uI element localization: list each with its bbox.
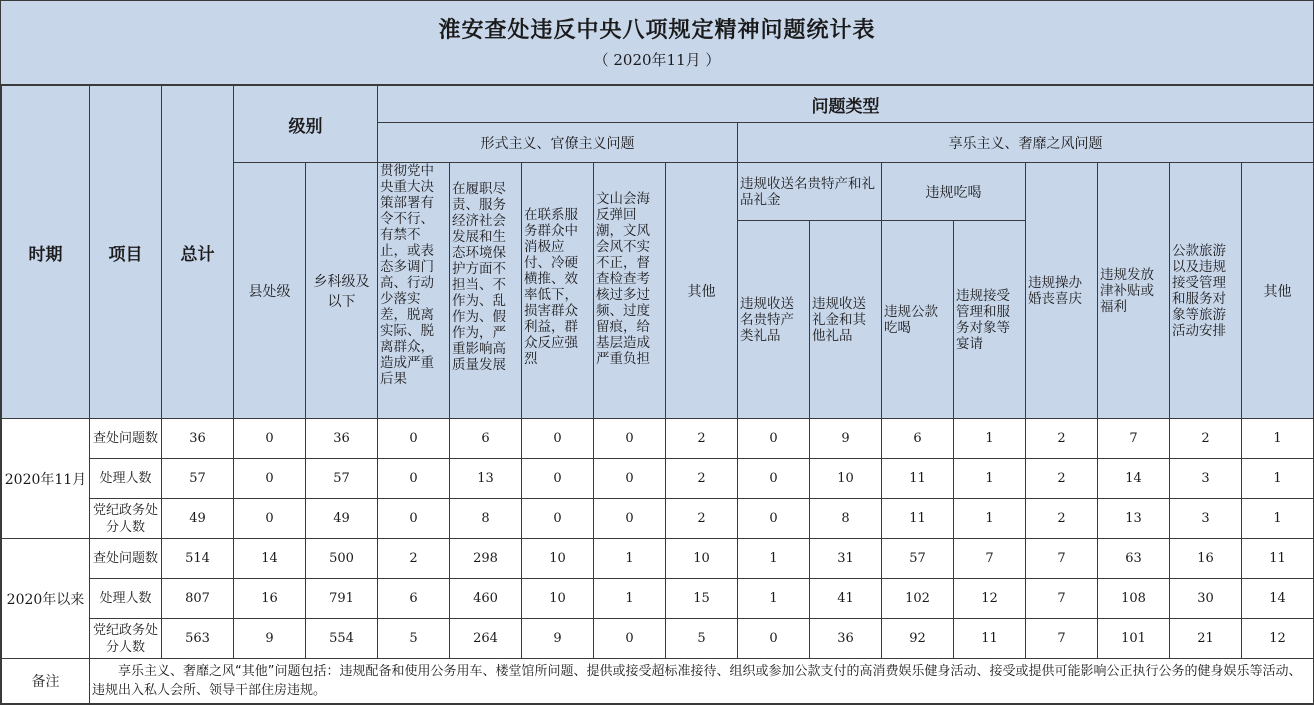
value-cell: 0 — [522, 459, 594, 499]
row-item-label: 党纪政务处分人数 — [90, 499, 162, 539]
header-dining-1: 违规公款吃喝 — [882, 221, 954, 419]
title-band — [1, 1, 1313, 85]
value-cell: 2 — [666, 459, 738, 499]
value-cell: 7 — [1026, 539, 1098, 579]
statistics-table — [1, 85, 1314, 704]
value-cell: 36 — [306, 419, 378, 459]
value-cell: 0 — [378, 499, 450, 539]
value-cell: 791 — [306, 579, 378, 619]
value-cell: 14 — [1098, 459, 1170, 499]
header-gift-2: 违规收送礼金和其他礼品 — [810, 221, 882, 419]
value-cell: 57 — [882, 539, 954, 579]
table-row — [2, 419, 1314, 459]
value-cell: 1 — [954, 419, 1026, 459]
value-cell: 7 — [1026, 579, 1098, 619]
value-cell: 0 — [738, 499, 810, 539]
value-cell: 30 — [1170, 579, 1242, 619]
value-cell: 2 — [378, 539, 450, 579]
row-item-label: 查处问题数 — [90, 419, 162, 459]
row-item-label: 处理人数 — [90, 579, 162, 619]
value-cell: 12 — [954, 579, 1026, 619]
header-township-level: 乡科级及以下 — [306, 163, 378, 419]
value-cell: 49 — [162, 499, 234, 539]
value-cell: 2 — [1026, 459, 1098, 499]
value-cell: 1 — [954, 459, 1026, 499]
value-cell: 0 — [234, 459, 306, 499]
value-cell: 12 — [1242, 619, 1314, 659]
value-cell: 807 — [162, 579, 234, 619]
value-cell: 101 — [1098, 619, 1170, 659]
value-cell: 460 — [450, 579, 522, 619]
value-cell: 2 — [666, 419, 738, 459]
header-allowance: 违规发放津补贴或福利 — [1098, 163, 1170, 419]
period-label: 2020年以来 — [2, 539, 90, 659]
value-cell: 10 — [810, 459, 882, 499]
value-cell: 563 — [162, 619, 234, 659]
value-cell: 9 — [522, 619, 594, 659]
header-gift-1: 违规收送名贵特产类礼品 — [738, 221, 810, 419]
value-cell: 9 — [234, 619, 306, 659]
value-cell: 16 — [1170, 539, 1242, 579]
value-cell: 16 — [234, 579, 306, 619]
value-cell: 1 — [594, 579, 666, 619]
value-cell: 0 — [234, 499, 306, 539]
row-item-label: 查处问题数 — [90, 539, 162, 579]
value-cell: 11 — [1242, 539, 1314, 579]
sheet-title: 淮安查处违反中央八项规定精神问题统计表 — [438, 18, 876, 43]
value-cell: 6 — [378, 579, 450, 619]
header-problem-type: 问题类型 — [378, 86, 1314, 123]
value-cell: 8 — [450, 499, 522, 539]
header-dining-group: 违规吃喝 — [882, 163, 1026, 221]
sheet-subtitle: （ 2020年11月 ） — [593, 51, 721, 69]
value-cell: 7 — [1098, 419, 1170, 459]
value-cell: 13 — [1098, 499, 1170, 539]
table-row — [2, 579, 1314, 619]
header-wedding: 违规操办婚丧喜庆 — [1026, 163, 1098, 419]
header-county-level: 县处级 — [234, 163, 306, 419]
value-cell: 7 — [1026, 619, 1098, 659]
value-cell: 1 — [594, 539, 666, 579]
value-cell: 0 — [378, 419, 450, 459]
header-formalism-1: 贯彻党中央重大决策部署有令不行、有禁不止，或表态多调门高、行动少落实差，脱离实际、脱离群众，造成严重后果 — [378, 163, 450, 419]
value-cell: 8 — [810, 499, 882, 539]
value-cell: 0 — [738, 419, 810, 459]
value-cell: 10 — [522, 579, 594, 619]
row-item-label: 党纪政务处分人数 — [90, 619, 162, 659]
value-cell: 554 — [306, 619, 378, 659]
value-cell: 92 — [882, 619, 954, 659]
note-row — [2, 659, 1314, 704]
value-cell: 1 — [1242, 459, 1314, 499]
value-cell: 36 — [162, 419, 234, 459]
value-cell: 11 — [882, 499, 954, 539]
value-cell: 3 — [1170, 459, 1242, 499]
note-label: 备注 — [2, 659, 90, 704]
value-cell: 0 — [594, 419, 666, 459]
value-cell: 264 — [450, 619, 522, 659]
value-cell: 0 — [738, 459, 810, 499]
value-cell: 2 — [1026, 419, 1098, 459]
value-cell: 0 — [522, 419, 594, 459]
value-cell: 5 — [378, 619, 450, 659]
value-cell: 0 — [594, 499, 666, 539]
value-cell: 14 — [234, 539, 306, 579]
value-cell: 15 — [666, 579, 738, 619]
header-hedonism: 享乐主义、奢靡之风问题 — [738, 123, 1314, 163]
header-formalism: 形式主义、官僚主义问题 — [378, 123, 738, 163]
value-cell: 9 — [810, 419, 882, 459]
header-total: 总计 — [162, 86, 234, 419]
value-cell: 11 — [954, 619, 1026, 659]
value-cell: 1 — [1242, 499, 1314, 539]
value-cell: 41 — [810, 579, 882, 619]
value-cell: 0 — [378, 459, 450, 499]
value-cell: 10 — [522, 539, 594, 579]
header-travel: 公款旅游以及违规接受管理和服务对象等旅游活动安排 — [1170, 163, 1242, 419]
value-cell: 500 — [306, 539, 378, 579]
value-cell: 49 — [306, 499, 378, 539]
value-cell: 57 — [162, 459, 234, 499]
value-cell: 0 — [738, 619, 810, 659]
row-item-label: 处理人数 — [90, 459, 162, 499]
value-cell: 3 — [1170, 499, 1242, 539]
value-cell: 31 — [810, 539, 882, 579]
header-formalism-other: 其他 — [666, 163, 738, 419]
header-formalism-2: 在履职尽责、服务经济社会发展和生态环境保护方面不担当、不作为、乱作为、假作为，严重影响高质量发展 — [450, 163, 522, 419]
header-level: 级别 — [234, 86, 378, 163]
value-cell: 36 — [810, 619, 882, 659]
value-cell: 108 — [1098, 579, 1170, 619]
table-row — [2, 459, 1314, 499]
value-cell: 514 — [162, 539, 234, 579]
header-gift-group: 违规收送名贵特产和礼品礼金 — [738, 163, 882, 221]
value-cell: 0 — [594, 459, 666, 499]
value-cell: 6 — [450, 419, 522, 459]
value-cell: 0 — [234, 419, 306, 459]
header-period: 时期 — [2, 86, 90, 419]
value-cell: 13 — [450, 459, 522, 499]
table-row — [2, 499, 1314, 539]
value-cell: 10 — [666, 539, 738, 579]
value-cell: 57 — [306, 459, 378, 499]
table-row — [2, 619, 1314, 659]
value-cell: 298 — [450, 539, 522, 579]
note-text: 享乐主义、奢靡之风“其他”问题包括：违规配备和使用公务用车、楼堂馆所问题、提供或接受超标准接待、组织或参加公款支付的高消费娱乐健身活动、接受或提供可能影响公正执行公务的健身娱乐等活动、违规出入私人会所、领导干部住房违规。 — [90, 659, 1314, 704]
value-cell: 0 — [594, 619, 666, 659]
period-label: 2020年11月 — [2, 419, 90, 539]
value-cell: 1 — [954, 499, 1026, 539]
value-cell: 102 — [882, 579, 954, 619]
value-cell: 2 — [1170, 419, 1242, 459]
value-cell: 1 — [1242, 419, 1314, 459]
header-item: 项目 — [90, 86, 162, 419]
table-row — [2, 539, 1314, 579]
value-cell: 2 — [666, 499, 738, 539]
header-formalism-4: 文山会海反弹回潮，文风会风不实不正，督查检查考核过多过频、过度留痕，给基层造成严重负担 — [594, 163, 666, 419]
value-cell: 0 — [522, 499, 594, 539]
value-cell: 21 — [1170, 619, 1242, 659]
value-cell: 5 — [666, 619, 738, 659]
value-cell: 11 — [882, 459, 954, 499]
value-cell: 6 — [882, 419, 954, 459]
value-cell: 7 — [954, 539, 1026, 579]
value-cell: 1 — [738, 539, 810, 579]
header-formalism-3: 在联系服务群众中消极应付、冷硬横推、效率低下，损害群众利益，群众反应强烈 — [522, 163, 594, 419]
header-hedonism-other: 其他 — [1242, 163, 1314, 419]
value-cell: 2 — [1026, 499, 1098, 539]
header-dining-2: 违规接受管理和服务对象等宴请 — [954, 221, 1026, 419]
value-cell: 14 — [1242, 579, 1314, 619]
value-cell: 1 — [738, 579, 810, 619]
value-cell: 63 — [1098, 539, 1170, 579]
